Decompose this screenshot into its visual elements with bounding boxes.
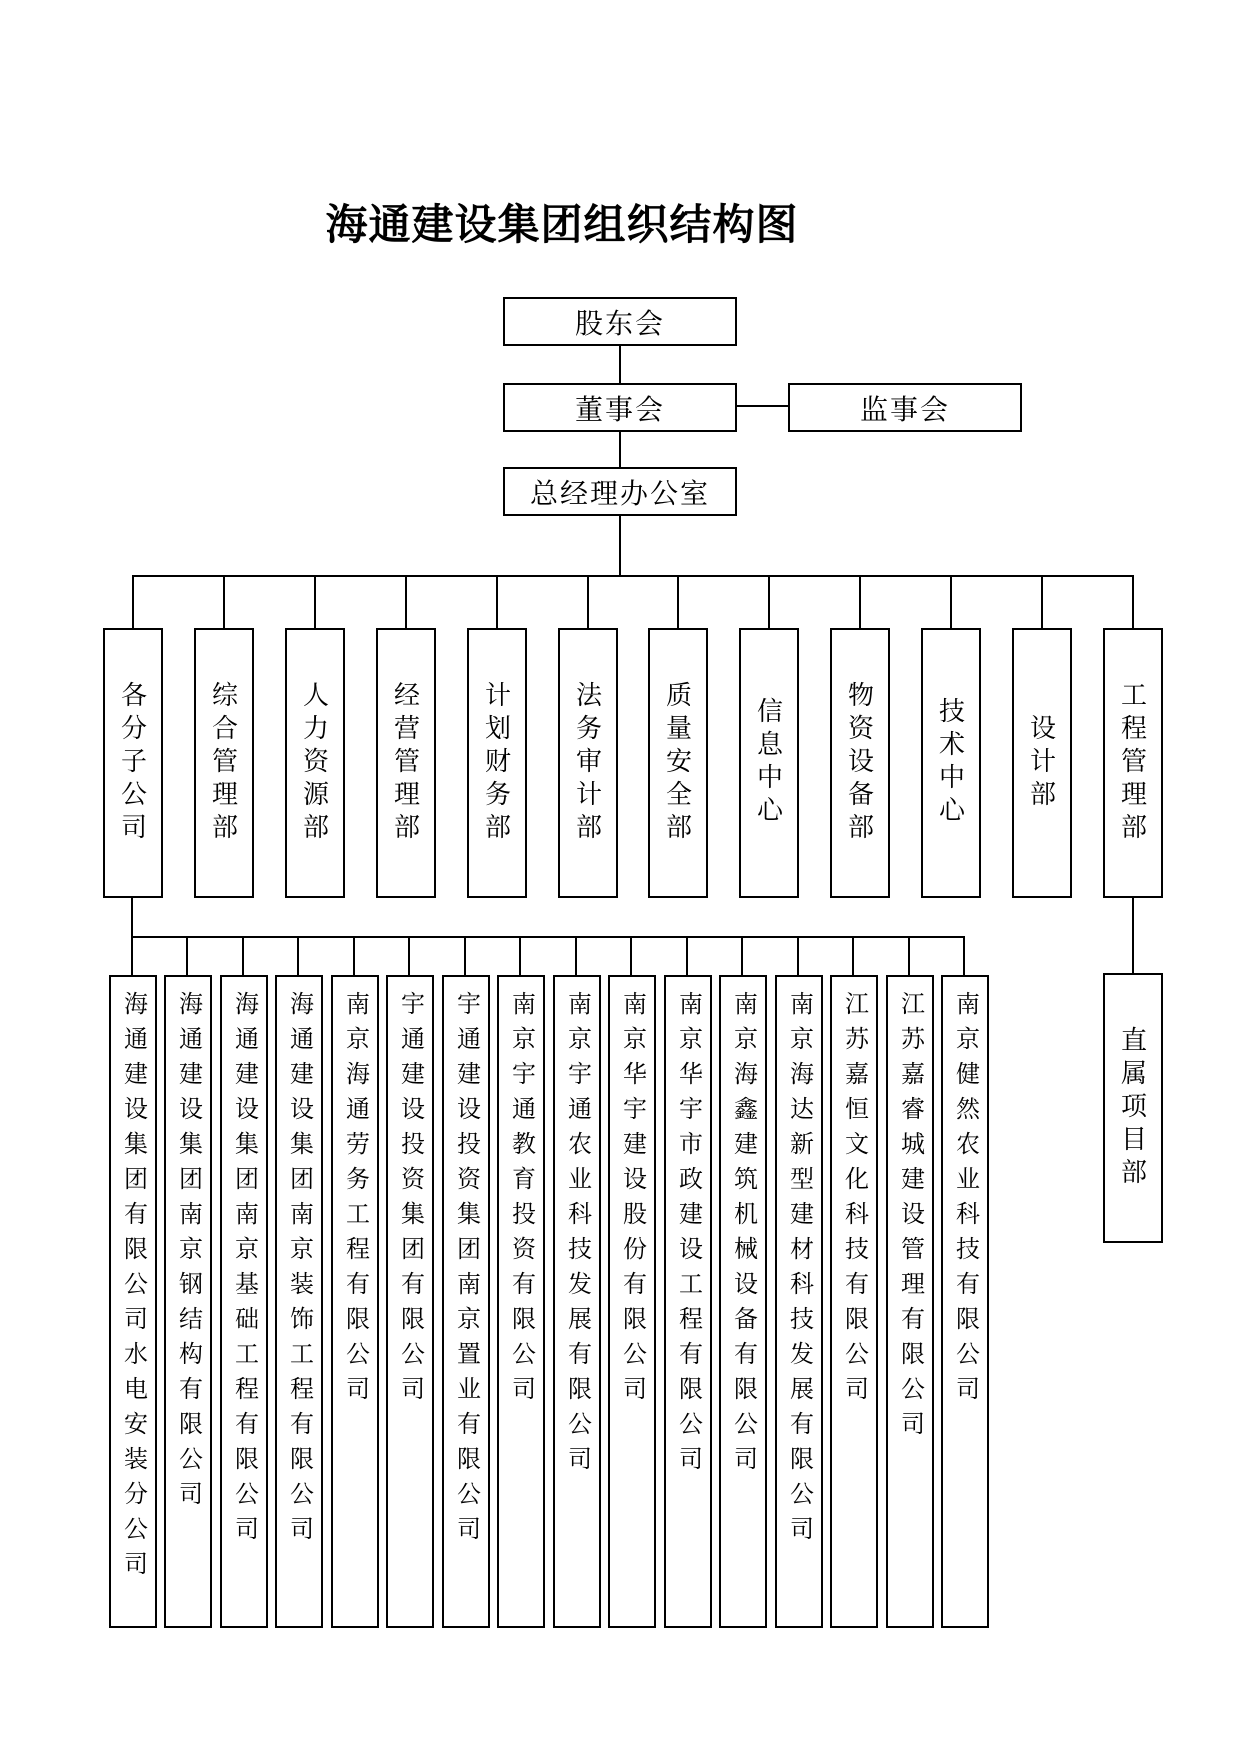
subsidiary-stub [686, 936, 688, 975]
subsidiary-stub [464, 936, 466, 975]
subsidiary-label: 江苏嘉恒文化科技有限公司 [840, 991, 868, 1411]
department-box-10 [921, 628, 981, 898]
subsidiary-label: 海通建设集团南京基础工程有限公司 [230, 991, 258, 1551]
subsidiary-label: 南京健然农业科技有限公司 [951, 991, 979, 1411]
department-box-7 [648, 628, 708, 898]
subsidiary-box-14 [830, 975, 878, 1628]
department-stub [223, 575, 225, 628]
subsidiary-stub [186, 936, 188, 975]
department-box-2 [194, 628, 254, 898]
department-stub [677, 575, 679, 628]
subsidiary-box-16 [941, 975, 989, 1628]
connector-board-supervisory [737, 405, 788, 407]
box-shareholders-meeting: 股东会 [503, 297, 737, 346]
department-stub [1041, 575, 1043, 628]
subsidiary-label: 南京海达新型建材科技发展有限公司 [785, 991, 813, 1551]
department-label: 计划财务部 [481, 680, 512, 846]
department-box-9 [830, 628, 890, 898]
subsidiary-box-11 [664, 975, 712, 1628]
subsidiary-stub [575, 936, 577, 975]
subsidiary-stub [852, 936, 854, 975]
department-stub [950, 575, 952, 628]
department-stub [132, 575, 134, 628]
subsidiary-stub [741, 936, 743, 975]
subsidiary-stub [408, 936, 410, 975]
department-stub [496, 575, 498, 628]
department-label: 法务审计部 [572, 680, 603, 846]
connector-board-gmoffice [619, 432, 621, 467]
connector-gmoffice-bus [619, 516, 621, 575]
department-label: 信息中心 [753, 697, 784, 829]
subsidiary-stub [630, 936, 632, 975]
subsidiary-box-1 [109, 975, 157, 1628]
subsidiary-label: 南京华宇市政建设工程有限公司 [674, 991, 702, 1481]
department-box-5 [467, 628, 527, 898]
subsidiary-box-9 [553, 975, 601, 1628]
chart-title: 海通建设集团组织结构图 [325, 200, 799, 249]
department-box-3 [285, 628, 345, 898]
department-label: 经营管理部 [390, 680, 421, 846]
department-label: 设计部 [1026, 713, 1057, 813]
subsidiary-label: 宇通建设投资集团南京置业有限公司 [452, 991, 480, 1551]
department-stub [859, 575, 861, 628]
subsidiary-box-8 [497, 975, 545, 1628]
subsidiary-stub [908, 936, 910, 975]
subsidiary-stub [353, 936, 355, 975]
subsidiary-stub [242, 936, 244, 975]
subsidiary-box-6 [386, 975, 434, 1628]
department-box-6 [558, 628, 618, 898]
department-label: 质量安全部 [662, 680, 693, 846]
subsidiary-box-12 [719, 975, 767, 1628]
department-box-11 [1012, 628, 1072, 898]
department-box-4 [376, 628, 436, 898]
department-stub [405, 575, 407, 628]
subsidiary-label: 江苏嘉睿城建设管理有限公司 [896, 991, 924, 1446]
box-board-of-directors: 董事会 [503, 383, 737, 432]
box-gm-office: 总经理办公室 [503, 467, 737, 516]
subsidiary-box-7 [442, 975, 490, 1628]
subsidiary-label: 海通建设集团有限公司水电安装分公司 [119, 991, 147, 1586]
subsidiary-label: 海通建设集团南京钢结构有限公司 [174, 991, 202, 1516]
department-stub [1132, 575, 1134, 628]
subsidiary-label: 南京宇通教育投资有限公司 [507, 991, 535, 1411]
subsidiary-stub [797, 936, 799, 975]
subsidiary-label: 海通建设集团南京装饰工程有限公司 [285, 991, 313, 1551]
subsidiary-box-15 [886, 975, 934, 1628]
box-supervisory-board: 监事会 [788, 383, 1022, 432]
subsidiary-stub [963, 936, 965, 975]
department-label: 各分子公司 [117, 680, 148, 846]
connector-engineering-direct [1132, 898, 1134, 973]
department-box-12 [1103, 628, 1163, 898]
department-label: 工程管理部 [1117, 680, 1148, 846]
subsidiary-label: 南京海通劳务工程有限公司 [341, 991, 369, 1411]
subsidiary-stub [131, 936, 133, 975]
subsidiary-box-10 [608, 975, 656, 1628]
subsidiary-stub [297, 936, 299, 975]
department-label: 物资设备部 [844, 680, 875, 846]
subsidiary-label: 南京华宇建设股份有限公司 [618, 991, 646, 1411]
department-box-8 [739, 628, 799, 898]
subsidiary-label: 南京宇通农业科技发展有限公司 [563, 991, 591, 1481]
department-stub [768, 575, 770, 628]
department-stub [587, 575, 589, 628]
subsidiary-box-3 [220, 975, 268, 1628]
connector-shareholders-board [619, 346, 621, 383]
subsidiary-stub [519, 936, 521, 975]
subsidiary-label: 南京海鑫建筑机械设备有限公司 [729, 991, 757, 1481]
subsidiary-label: 宇通建设投资集团有限公司 [396, 991, 424, 1411]
department-label: 人力资源部 [299, 680, 330, 846]
subsidiary-box-13 [775, 975, 823, 1628]
department-stub [314, 575, 316, 628]
subsidiary-box-4 [275, 975, 323, 1628]
department-label: 综合管理部 [208, 680, 239, 846]
direct-project-dept-box [1103, 973, 1163, 1243]
connector-subcompanies-trunk [131, 898, 133, 936]
department-box-1 [103, 628, 163, 898]
subsidiary-box-5 [331, 975, 379, 1628]
subsidiary-box-2 [164, 975, 212, 1628]
department-label: 技术中心 [935, 697, 966, 829]
direct-project-dept-label: 直属项目部 [1117, 1025, 1148, 1191]
subsidiary-bus-line [131, 936, 965, 938]
department-bus-line [132, 575, 1134, 577]
